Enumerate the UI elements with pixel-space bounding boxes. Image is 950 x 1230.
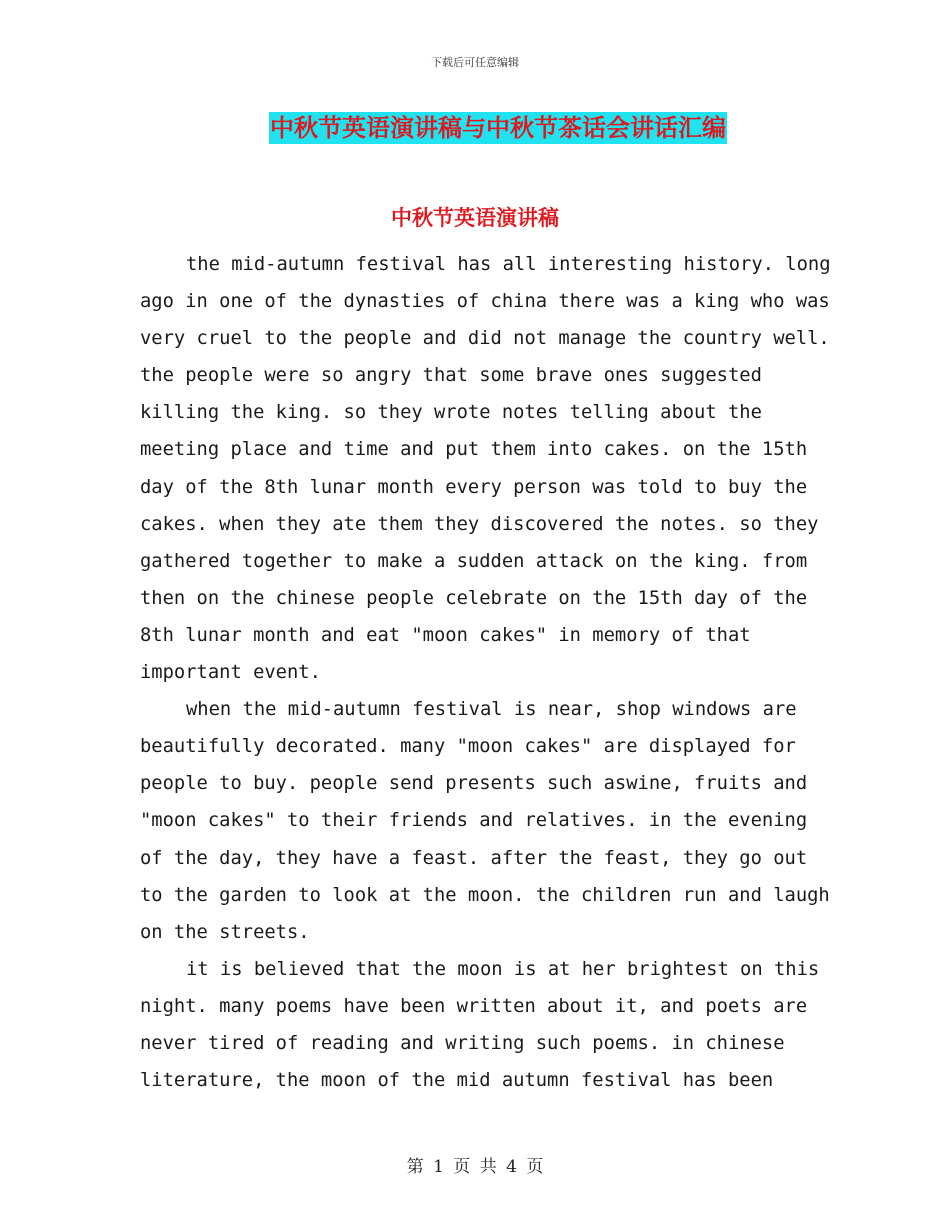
- text-line: 8th lunar month and eat "moon cakes" in memory of that: [140, 624, 751, 646]
- text-line: never tired of reading and writing such poems. in chinese: [140, 1032, 785, 1054]
- text-line: the people were so angry that some brave ones suggested: [140, 365, 762, 387]
- text-line: people to buy. people send presents such aswine, fruits and: [140, 773, 808, 795]
- body-text: [140, 246, 830, 1099]
- text-line: then on the chinese people celebrate on the 15th day of the: [140, 587, 808, 609]
- text-line: gathered together to make a sudden attack on the king. from: [140, 550, 808, 572]
- text-line: day of the 8th lunar month every person was told to buy the: [140, 476, 808, 498]
- text-line: important event.: [140, 662, 321, 684]
- text-line: killing the king. so they wrote notes telling about the: [140, 402, 762, 424]
- header-note: 下载后可任意编辑: [431, 56, 519, 69]
- page-footer: 第 1 页 共 4 页: [406, 1157, 544, 1177]
- text-line: meeting place and time and put them into cakes. on the 15th: [140, 439, 808, 461]
- text-line: the mid-autumn festival has all interesting history. long: [186, 254, 831, 275]
- text-line: night. many poems have been written about it, and poets are: [140, 995, 808, 1017]
- text-line: to the garden to look at the moon. the children run and laugh: [140, 884, 830, 906]
- text-line: ago in one of the dynasties of china there was a king who was: [140, 291, 830, 313]
- text-line: on the streets.: [140, 921, 310, 943]
- text-line: it is believed that the moon is at her brightest on this: [186, 958, 820, 980]
- text-line: literature, the moon of the mid autumn festival has been: [140, 1070, 774, 1092]
- text-line: when the mid-autumn festival is near, shop windows are: [186, 699, 797, 721]
- text-line: of the day, they have a feast. after the feast, they go out: [140, 847, 808, 869]
- text-line: beautifully decorated. many "moon cakes" are displayed for: [140, 736, 796, 758]
- text-line: "moon cakes" to their friends and relatives. in the evening: [140, 810, 808, 832]
- section-title: 中秋节英语演讲稿: [391, 205, 559, 230]
- main-title: 中秋节英语演讲稿与中秋节茶话会讲话汇编: [270, 113, 726, 142]
- main-title-container: [0, 112, 950, 144]
- text-line: cakes. when they ate them they discovered the notes. so they: [140, 513, 819, 535]
- text-line: very cruel to the people and did not manage the country well.: [140, 328, 830, 350]
